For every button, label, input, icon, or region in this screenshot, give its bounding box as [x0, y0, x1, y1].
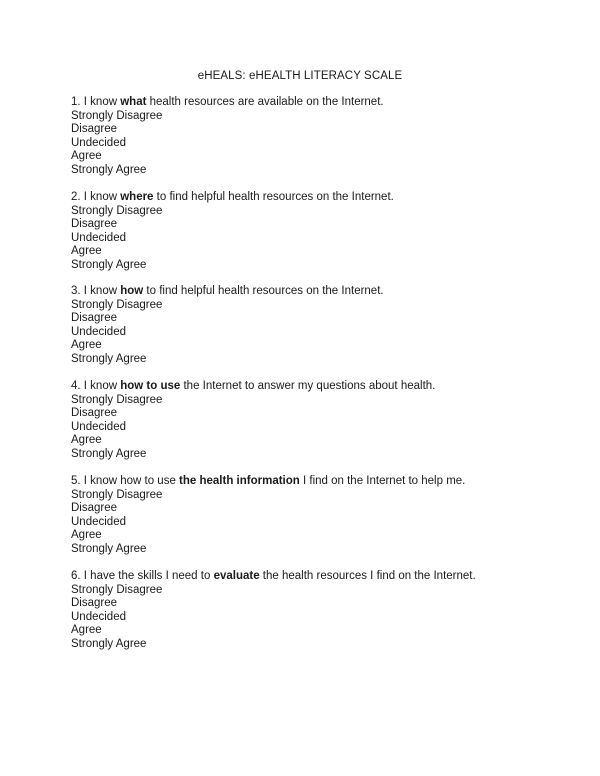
- question-1-emphasis: what: [120, 96, 147, 108]
- question-4: [71, 380, 541, 462]
- question-4-option-agree: Agree: [71, 434, 102, 447]
- question-2-option-strongly-agree: Strongly Agree: [71, 258, 147, 271]
- question-3: [71, 285, 541, 367]
- question-5-option-agree: Agree: [71, 529, 102, 542]
- question-5-option-strongly-disagree: Strongly Disagree: [71, 488, 163, 501]
- question-6-stem: [71, 570, 541, 584]
- question-4-stem: [71, 380, 541, 394]
- question-2-stem: [71, 191, 541, 205]
- question-1-option-undecided: Undecided: [71, 136, 126, 149]
- question-6-emphasis: evaluate: [213, 570, 260, 582]
- question-5-option-disagree: Disagree: [71, 502, 118, 515]
- question-6-option-strongly-disagree: Strongly Disagree: [71, 583, 163, 596]
- question-4-option-disagree: Disagree: [71, 407, 118, 420]
- question-5-stem: [71, 475, 541, 489]
- document-title: eHEALS: eHEALTH LITERACY SCALE: [197, 70, 403, 82]
- question-2-text-end: to find helpful health resources on the Internet.: [153, 191, 394, 203]
- question-4-emphasis: how to use: [120, 380, 181, 392]
- question-2-option-undecided: Undecided: [71, 231, 126, 244]
- question-1-option-strongly-agree: Strongly Agree: [71, 163, 147, 176]
- question-3-text-end: to find helpful health resources on the Internet.: [143, 285, 384, 297]
- question-5-option-undecided: Undecided: [71, 515, 126, 528]
- question-1-option-disagree: Disagree: [71, 123, 118, 136]
- question-2-option-agree: Agree: [71, 245, 102, 258]
- question-3-option-strongly-agree: Strongly Agree: [71, 352, 147, 365]
- question-1-stem: [71, 96, 541, 110]
- question-4-option-strongly-disagree: Strongly Disagree: [71, 393, 163, 406]
- question-6-option-undecided: Undecided: [71, 610, 126, 623]
- question-3-text-start: 3. I know: [71, 285, 121, 297]
- question-1-option-strongly-disagree: Strongly Disagree: [71, 109, 163, 122]
- question-3-stem: [71, 285, 541, 299]
- question-6-text-end: the health resources I find on the Internet.: [259, 570, 476, 582]
- question-5-text-end: I find on the Internet to help me.: [299, 475, 466, 487]
- question-6-text-start: 6. I have the skills I need to: [71, 570, 214, 582]
- question-1-text-end: health resources are available on the Internet.: [146, 96, 384, 108]
- question-3-option-disagree: Disagree: [71, 312, 118, 325]
- question-4-option-strongly-agree: Strongly Agree: [71, 447, 147, 460]
- question-5-emphasis: the health information: [179, 475, 300, 487]
- question-2-text-start: 2. I know: [71, 191, 121, 203]
- question-4-option-undecided: Undecided: [71, 420, 126, 433]
- question-2-option-strongly-disagree: Strongly Disagree: [71, 204, 163, 217]
- question-4-text-end: the Internet to answer my questions about health.: [180, 380, 436, 392]
- question-5: [71, 475, 541, 557]
- question-1-text-start: 1. I know: [71, 96, 121, 108]
- question-1-option-agree: Agree: [71, 150, 102, 163]
- question-4-text-start: 4. I know: [71, 380, 121, 392]
- question-3-option-agree: Agree: [71, 339, 102, 352]
- question-6-option-strongly-agree: Strongly Agree: [71, 637, 147, 650]
- question-6-option-disagree: Disagree: [71, 597, 118, 610]
- question-2: [71, 191, 541, 273]
- question-2-emphasis: where: [120, 191, 154, 203]
- question-6-option-agree: Agree: [71, 624, 102, 637]
- question-3-emphasis: how: [120, 285, 144, 297]
- question-5-text-start: 5. I know how to use: [71, 475, 180, 487]
- question-2-option-disagree: Disagree: [71, 218, 118, 231]
- question-5-option-strongly-agree: Strongly Agree: [71, 542, 147, 555]
- question-3-option-strongly-disagree: Strongly Disagree: [71, 298, 163, 311]
- question-3-option-undecided: Undecided: [71, 325, 126, 338]
- question-1: [71, 96, 541, 178]
- question-6: [71, 570, 541, 652]
